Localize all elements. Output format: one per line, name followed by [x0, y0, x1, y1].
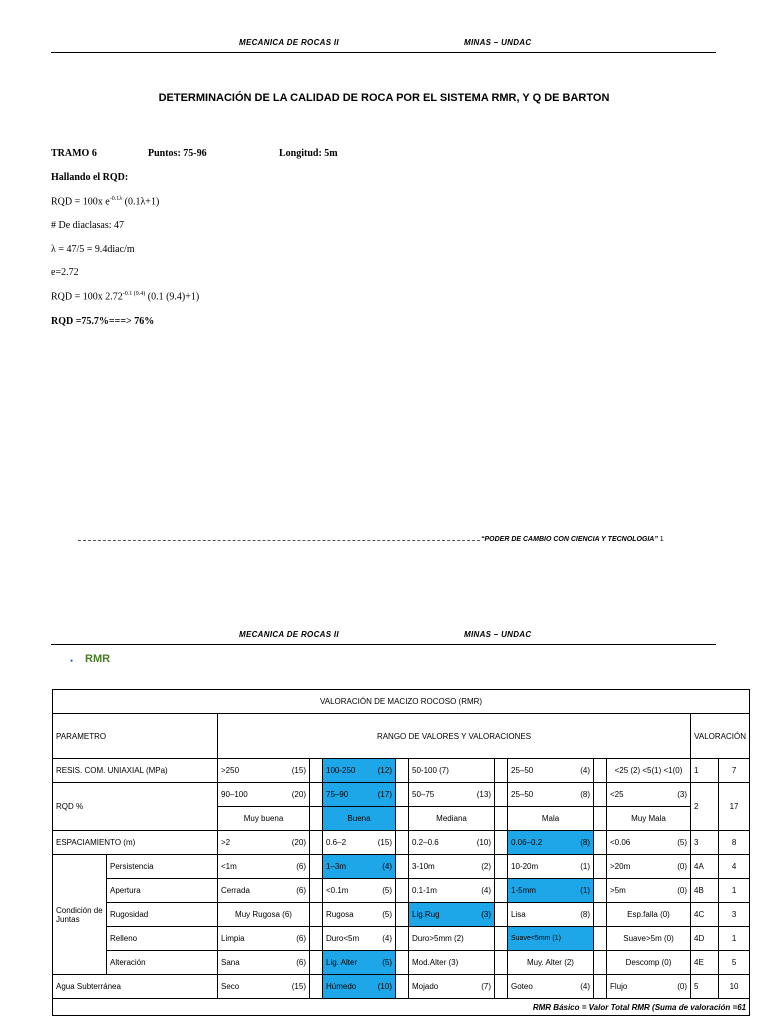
range-cell: 25–50 (4) [508, 759, 594, 783]
range-cell: Esp.falla (0) [607, 903, 691, 927]
page-number: 1 [659, 536, 664, 543]
param-label: Agua Subterránea [53, 975, 218, 999]
range-cell: Muy Rugosa (6) [218, 903, 310, 927]
header-valoracion: VALORACIÓN [691, 714, 750, 759]
range-cell: >2 (20) [218, 831, 310, 855]
longitud-label: Longitud: 5m [279, 148, 338, 159]
table-row [53, 975, 750, 999]
param-label: RQD % [53, 783, 218, 831]
range-cell: Sana (6) [218, 951, 310, 975]
table-row [53, 903, 750, 927]
rqd-formula: RQD = 100x $e^{-0.1\lambda}$ (0.1λ+1) [51, 196, 160, 208]
quality-cell: Mediana [409, 807, 495, 831]
header-course-2: MECANICA DE ROCAS II [239, 630, 339, 639]
range-cell: Duro>5mm (2) [409, 927, 495, 951]
value-cell: 1 [719, 927, 750, 951]
table-row [53, 783, 750, 807]
range-cell: Mojado (7) [409, 975, 495, 999]
range-cell: Mod.Alter (3) [409, 951, 495, 975]
value-cell: 3 [719, 903, 750, 927]
puntos-label: Puntos: 75-96 [148, 148, 207, 159]
table-header-row [53, 714, 750, 759]
param-label: Apertura [107, 879, 218, 903]
value-cell: 5 [719, 951, 750, 975]
range-cell-selected: 1–3m (4) [323, 855, 396, 879]
range-cell: 10-20m (1) [508, 855, 594, 879]
e-value: e=2.72 [51, 267, 79, 278]
code-cell: 1 [691, 759, 719, 783]
range-cell-selected: 100-250 (12) [323, 759, 396, 783]
value-cell: 1 [719, 879, 750, 903]
range-cell: <25 (3) [607, 783, 691, 807]
header-parametro: PARAMETRO [53, 714, 218, 759]
range-cell: 25–50 (8) [508, 783, 594, 807]
quality-cell-selected: Buena [323, 807, 396, 831]
rqd-heading: Hallando el RQD: [51, 172, 129, 183]
param-label: Relleno [107, 927, 218, 951]
table-row [53, 951, 750, 975]
rmr-table [52, 689, 750, 1016]
range-cell: Duro<5m (4) [323, 927, 396, 951]
code-cell: 4E [691, 951, 719, 975]
table-row [53, 879, 750, 903]
page-header-2 [51, 630, 716, 645]
value-cell: 8 [719, 831, 750, 855]
bullet-icon: • [70, 656, 74, 666]
range-cell: Suave>5m (0) [607, 927, 691, 951]
range-cell: <0.1m (5) [323, 879, 396, 903]
range-cell-selected: Lig. Alter (5) [323, 951, 396, 975]
range-cell-selected: 75–90 (17) [323, 783, 396, 807]
condicion-juntas-label: Condición de Juntas [53, 855, 107, 975]
param-label: Alteración [107, 951, 218, 975]
range-cell: 50–75 (13) [409, 783, 495, 807]
section-label-rmr: RMR [85, 653, 111, 665]
range-cell: Flujo (0) [607, 975, 691, 999]
document-title: DETERMINACIÓN DE LA CALIDAD DE ROCA POR EL SISTEMA RMR, Y Q DE BARTON [158, 92, 610, 104]
code-cell: 4A [691, 855, 719, 879]
table-footer-row [53, 999, 750, 1016]
range-cell: <25 (2) <5(1) <1(0) [607, 759, 691, 783]
table-title-row [53, 690, 750, 714]
range-cell: Goteo (4) [508, 975, 594, 999]
range-cell: Lisa (8) [508, 903, 594, 927]
quality-cell: Muy Mala [607, 807, 691, 831]
lambda-calc: λ = 47/5 = 9.4diac/m [51, 244, 135, 255]
footer-divider [78, 540, 480, 541]
rmr-total: RMR Básico = Valor Total RMR (Suma de valoración =61 [53, 999, 750, 1016]
value-cell: 4 [719, 855, 750, 879]
footer-slogan: “PODER DE CAMBIO CON CIENCIA Y TECNOLOGIA” 1 [481, 536, 664, 543]
range-cell: 90–100 (20) [218, 783, 310, 807]
code-cell: 3 [691, 831, 719, 855]
range-cell: 0.1-1m (4) [409, 879, 495, 903]
range-cell: Cerrada (6) [218, 879, 310, 903]
range-cell: >250 (15) [218, 759, 310, 783]
param-label: Rugosidad [107, 903, 218, 927]
header-rango: RANGO DE VALORES Y VALORACIONES [218, 714, 691, 759]
value-cell: 10 [719, 975, 750, 999]
range-cell-selected: Suave<5mm (1) [508, 927, 594, 951]
range-cell-selected: 0.06–0.2 (8) [508, 831, 594, 855]
table-title: VALORACIÓN DE MACIZO ROCOSO (RMR) [53, 690, 750, 714]
rqd-calc: RQD = 100x $2.72^{-0.1 (9.4)}$ (0.1 (9.4)+1) [51, 291, 200, 303]
value-cell: 17 [719, 783, 750, 831]
range-cell: Limpia (6) [218, 927, 310, 951]
range-cell: Seco (15) [218, 975, 310, 999]
range-cell: >20m (0) [607, 855, 691, 879]
value-cell: 7 [719, 759, 750, 783]
range-cell-selected: Lig.Rug (3) [409, 903, 495, 927]
range-cell: Muy. Alter (2) [508, 951, 594, 975]
rqd-result: RQD =75.7%===> 76% [51, 316, 155, 327]
quality-cell: Muy buena [218, 807, 310, 831]
tramo-label: TRAMO 6 [51, 148, 97, 159]
code-cell: 2 [691, 783, 719, 831]
quality-cell: Mala [508, 807, 594, 831]
range-cell: 0.2–0.6 (10) [409, 831, 495, 855]
range-cell: >5m (0) [607, 879, 691, 903]
code-cell: 4C [691, 903, 719, 927]
diaclasas-count: # De diaclasas: 47 [51, 220, 125, 231]
range-cell: Descomp (0) [607, 951, 691, 975]
table-row [53, 831, 750, 855]
param-label: ESPACIAMIENTO (m) [53, 831, 218, 855]
code-cell: 5 [691, 975, 719, 999]
range-cell: 0.6–2 (15) [323, 831, 396, 855]
table-row [53, 759, 750, 783]
range-cell: <0.06 (5) [607, 831, 691, 855]
range-cell: 3-10m (2) [409, 855, 495, 879]
range-cell: <1m (6) [218, 855, 310, 879]
header-course: MECANICA DE ROCAS II [239, 38, 339, 47]
header-school-2: MINAS – UNDAC [464, 630, 532, 639]
page-header [51, 38, 716, 53]
code-cell: 4D [691, 927, 719, 951]
range-cell-selected: 1-5mm (1) [508, 879, 594, 903]
range-cell-selected: Húmedo (10) [323, 975, 396, 999]
code-cell: 4B [691, 879, 719, 903]
header-school: MINAS – UNDAC [464, 38, 532, 47]
table-row [53, 927, 750, 951]
range-cell: Rugosa (5) [323, 903, 396, 927]
param-label: RESIS. COM. UNIAXIAL (MPa) [53, 759, 218, 783]
range-cell: 50-100 (7) [409, 759, 495, 783]
param-label: Persistencia [107, 855, 218, 879]
table-row [53, 855, 750, 879]
